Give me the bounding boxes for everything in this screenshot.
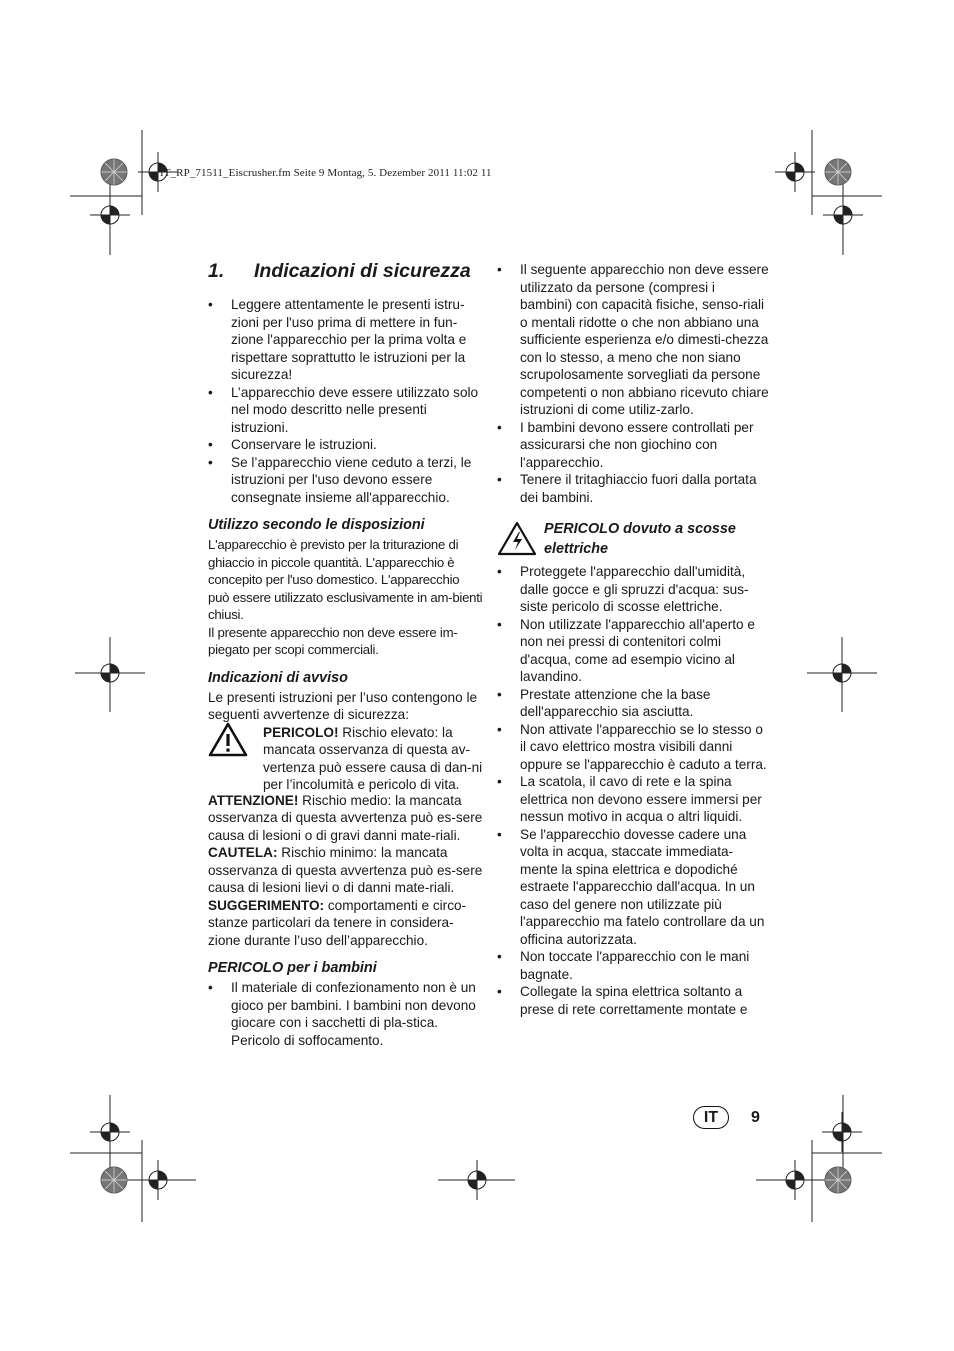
- tip-text: comportamenti e circo-stanze particolari da tenere in considera-zione durante l’uso dell’apparecchio.: [208, 897, 467, 948]
- list-item: • Non attivate l'apparecchio se lo stesso o il cavo elettrico mostra visibili danni oppure se l'apparecchio è caduto a terra.: [497, 721, 769, 774]
- children-bullet-list-left: [208, 979, 483, 1049]
- electric-danger-heading: PERICOLO dovuto a scosse elettriche: [544, 521, 736, 557]
- list-item: • Se l’apparecchio viene ceduto a terzi, le istruzioni per l'uso devono essere consegnate insieme all'apparecchio.: [208, 454, 483, 507]
- list-item: • Non utilizzate l'apparecchio all'aperto e non nei pressi di contenitori colmi d'acqua, come ad esempio vicino al lavandino.: [497, 616, 769, 686]
- list-item: • Il seguente apparecchio non deve essere utilizzato da persone (compresi i bambini) con capacità fisiche, senso-riali o mentali ridotte o che non abbiano una sufficiente esperienza e/o dimesti-chezza con lo stesso, a meno che non siano scrupolosamente sorvegliati da persone competenti o non abbiano ricevuto chiare istruzioni di come utiliz-zarlo.: [497, 261, 769, 419]
- list-item: • La scatola, il cavo di rete e la spina elettrica non devono essere immersi per nessun motivo in acqua o altri liquidi.: [497, 773, 769, 826]
- list-item: • Il materiale di confezionamento non è un gioco per bambini. I bambini non devono giocare con i sacchetti di pla-stica. Pericolo di soffocamento.: [208, 979, 483, 1049]
- intro-bullet-list: [208, 296, 483, 506]
- list-item: • I bambini devono essere controllati per assicurarsi che non giochino con l'apparecchio.: [497, 419, 769, 472]
- danger-text: Rischio elevato: la mancata osservanza di questa av-vertenza può essere causa di dan-ni per l’incolumità e pericolo di vita.: [263, 724, 483, 792]
- list-item: • Proteggete l'apparecchio dall'umidità, dalle gocce e gli spruzzi d'acqua: sus-siste pericolo di scosse elettriche.: [497, 563, 769, 616]
- electric-hazard-icon: [497, 521, 537, 557]
- page-footer: [693, 1106, 760, 1129]
- intended-use-heading: Utilizzo secondo le disposizioni: [208, 517, 425, 533]
- list-item: • L’apparecchio deve essere utilizzato solo nel modo descritto nelle presenti istruzioni.: [208, 384, 483, 437]
- left-column: [208, 258, 483, 1049]
- list-item: • Non toccate l'apparecchio con le mani bagnate.: [497, 948, 769, 983]
- print-file-info: IT_RP_71511_Eiscrusher.fm Seite 9 Montag, 5. Dezember 2011 11:02 11: [160, 167, 492, 179]
- warnings-heading: Indicazioni di avviso: [208, 669, 348, 686]
- electric-bullet-list: [497, 563, 769, 1018]
- section-title-text: Indicazioni di sicurezza: [254, 260, 471, 282]
- section-title: [208, 258, 483, 284]
- list-item: • Conservare le istruzioni.: [208, 436, 483, 454]
- children-danger-heading: PERICOLO per i bambini: [208, 960, 377, 976]
- list-item: • Prestate attenzione che la base dell'apparecchio sia asciutta.: [497, 686, 769, 721]
- section-number: 1.: [208, 260, 225, 282]
- list-item: • Leggere attentamente le presenti istru-zioni per l'uso prima di mettere in fun-zione l'apparecchio per la prima volta e rispettare soprattutto le istruzioni per la sicurezza!: [208, 296, 483, 384]
- attention-text: Rischio medio: la mancata osservanza di questa avvertenza può es-sere causa di lesioni o di gravi danni mate-riali.: [208, 792, 483, 843]
- caution-label: CAUTELA:: [208, 845, 278, 860]
- right-column: [497, 261, 769, 1018]
- caution-text: Rischio minimo: la mancata osservanza di questa avvertenza può es-sere causa di lesioni lievi o di danni mate-riali.: [208, 845, 483, 895]
- warning-triangle-icon: [208, 722, 248, 758]
- list-item: • Se l'apparecchio dovesse cadere una volta in acqua, staccate immediata-mente la spina elettrica e dopodiché estraete l'apparecchio dall'acqua. In un caso del genere non utilizzate più l'apparecchio ma fatelo controllare da un officina autorizzata.: [497, 826, 769, 949]
- commercial-use-paragraph: Il presente apparecchio non deve essere im-piegato per scopi commerciali.: [208, 624, 458, 657]
- page-number: 9: [751, 1108, 760, 1126]
- list-item: • Tenere il tritaghiaccio fuori dalla portata dei bambini.: [497, 471, 769, 506]
- danger-warning-block: [208, 724, 483, 794]
- language-badge: IT: [693, 1106, 729, 1129]
- children-bullet-list-right: [497, 261, 769, 506]
- list-item: • Collegate la spina elettrica soltanto a prese di rete correttamente montate e: [497, 983, 769, 1018]
- intended-use-paragraph: L'apparecchio è previsto per la triturazione di ghiaccio in piccole quantità. L'apparecchio è concepito per l'uso domestico. L'apparecchio può essere utilizzato esclusivamente in am-bienti chiusi.: [208, 537, 483, 622]
- tip-label: SUGGERIMENTO:: [208, 897, 325, 913]
- electric-danger-header: [497, 519, 769, 559]
- attention-label: ATTENZIONE!: [208, 792, 299, 808]
- warnings-intro: Le presenti istruzioni per l’uso contengono le seguenti avvertenze di sicurezza:: [208, 689, 478, 722]
- danger-label: PERICOLO!: [263, 724, 339, 740]
